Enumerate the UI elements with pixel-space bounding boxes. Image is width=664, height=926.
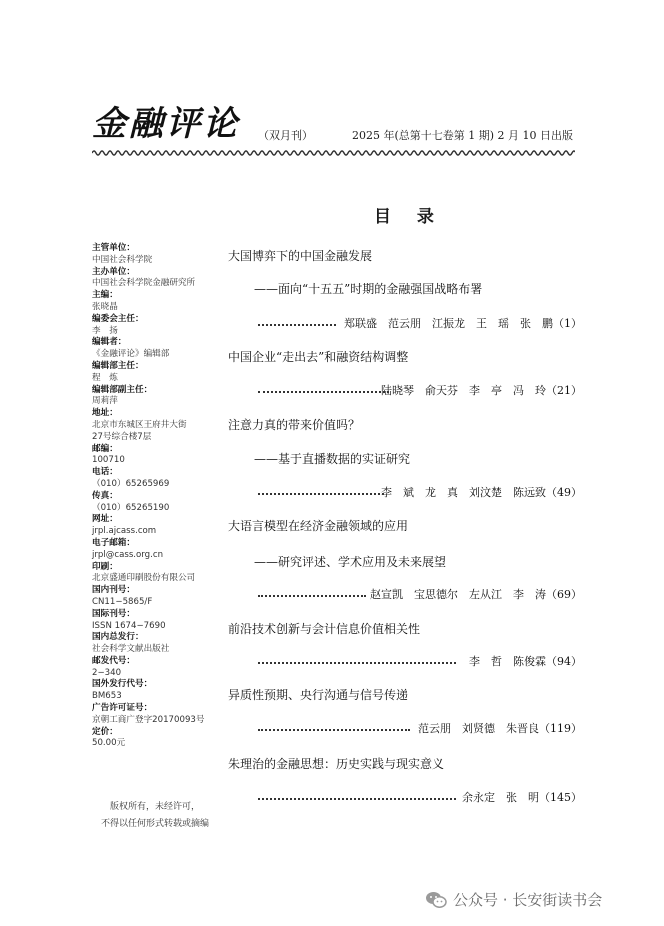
- wechat-watermark: [425, 889, 602, 910]
- sidebar-value: 张晓晶: [92, 301, 118, 312]
- leader-dots: [258, 493, 384, 495]
- sidebar-label: 编辑部副主任：: [92, 384, 153, 395]
- toc-heading: 目 录: [374, 207, 444, 227]
- publication-frequency: （双月刊）: [258, 129, 313, 142]
- sidebar-value: 周莉萍: [92, 396, 118, 407]
- article-title[interactable]: 大语言模型在经济金融领域的应用: [228, 519, 409, 533]
- sidebar-value: 李 扬: [92, 325, 118, 336]
- sidebar-value: jrpl.ajcass.com: [92, 526, 157, 537]
- leader-dots: [258, 662, 456, 664]
- article-byline: 赵宣凯 宝思德尔 左从江 李 涛（69）: [370, 588, 582, 601]
- sidebar-label: 电话：: [92, 467, 118, 478]
- sidebar-label: 主编：: [92, 290, 118, 301]
- leader-dots: [258, 391, 389, 393]
- sidebar-value: 27号综合楼7层: [92, 431, 152, 442]
- sidebar-label: 主办单位：: [92, 266, 135, 277]
- sidebar-value: 北京盛通印刷股份有限公司: [92, 573, 196, 584]
- article-title[interactable]: 注意力真的带来价值吗？: [228, 418, 361, 432]
- sidebar-value: CN11−5865/F: [92, 596, 153, 607]
- copyright-line: 不得以任何形式转载或摘编: [100, 819, 209, 829]
- leader-dots: [258, 595, 366, 597]
- article-byline: 范云朋 刘贤德 朱晋良（119）: [418, 722, 582, 735]
- sidebar-value: 社会科学文献出版社: [92, 644, 170, 655]
- sidebar-value: 程 炼: [92, 372, 118, 383]
- sidebar-label: 邮编：: [92, 443, 118, 454]
- sidebar-value: 50.00元: [92, 738, 126, 749]
- sidebar-value: （010）65265969: [92, 478, 170, 489]
- sidebar-label: 国外发行代号：: [92, 679, 153, 690]
- issue-info: 2025 年(总第十七卷第 1 期) 2 月 10 日出版: [352, 129, 574, 142]
- leader-dots: [258, 324, 336, 326]
- sidebar-label: 传真：: [92, 490, 118, 501]
- sidebar-value: BM653: [92, 691, 122, 702]
- decorative-wave-rule: [92, 148, 575, 158]
- article-title[interactable]: 异质性预期、央行沟通与信号传递: [228, 688, 409, 702]
- editorial-info-sidebar: [92, 243, 220, 750]
- watermark-text: 公众号 · 长安街读书会: [453, 891, 603, 909]
- sidebar-value: 中国社会科学院: [92, 254, 153, 265]
- sidebar-value: 2−340: [92, 667, 122, 678]
- leader-dots: [258, 798, 456, 800]
- article-byline: 余永定 张 明（145）: [462, 791, 582, 804]
- leader-dots: [258, 729, 410, 731]
- sidebar-label: 主管单位：: [92, 243, 135, 253]
- copyright-notice: [80, 799, 230, 833]
- sidebar-label: 网址：: [92, 514, 118, 525]
- sidebar-value: 中国社会科学院金融研究所: [92, 278, 196, 289]
- article-title[interactable]: 大国博弈下的中国金融发展: [228, 249, 373, 263]
- wechat-icon: [425, 891, 447, 909]
- sidebar-value: ISSN 1674−7690: [92, 620, 166, 631]
- sidebar-label: 电子邮箱：: [92, 537, 135, 548]
- sidebar-label: 印刷：: [92, 561, 118, 572]
- article-title[interactable]: 朱理治的金融思想：历史实践与现实意义: [228, 757, 445, 771]
- sidebar-label: 定价：: [92, 726, 118, 737]
- article-byline: 郑联盛 范云朋 江振龙 王 瑶 张 鹏（1）: [344, 317, 582, 330]
- journal-logo: 金融评论: [92, 104, 240, 144]
- sidebar-value: （010）65265190: [92, 502, 170, 513]
- sidebar-label: 编辑者：: [92, 337, 127, 348]
- sidebar-value: 京朝工商广登字20170093号: [92, 714, 205, 725]
- article-byline: 陆晓琴 俞天芬 李 亭 冯 玲（21）: [381, 384, 582, 397]
- sidebar-label: 广告许可证号：: [92, 703, 153, 714]
- sidebar-value: 北京市东城区王府井大街: [92, 419, 187, 430]
- sidebar-label: 国内总发行：: [92, 632, 144, 643]
- article-subtitle: ——基于直播数据的实证研究: [254, 452, 411, 466]
- article-title[interactable]: 中国企业“走出去”和融资结构调整: [228, 350, 409, 364]
- article-subtitle: ——研究评述、学术应用及未来展望: [254, 555, 447, 569]
- sidebar-label: 国内刊号：: [92, 585, 135, 596]
- article-subtitle: ——面向“十五五”时期的金融强国战略布署: [254, 282, 483, 296]
- sidebar-label: 地址：: [92, 408, 118, 419]
- copyright-line: 版权所有，未经许可，: [109, 802, 200, 812]
- article-byline: 李 哲 陈俊霖（94）: [469, 655, 582, 668]
- sidebar-label: 编委会主任：: [92, 313, 144, 324]
- sidebar-value: 《金融评论》编辑部: [92, 349, 170, 360]
- sidebar-label: 国际刊号：: [92, 608, 135, 619]
- sidebar-value: jrpl@cass.org.cn: [92, 549, 164, 560]
- sidebar-label: 编辑部主任：: [92, 360, 144, 371]
- article-byline: 李 斌 龙 真 刘汶楚 陈远致（49）: [381, 486, 582, 499]
- article-title[interactable]: 前沿技术创新与会计信息价值相关性: [228, 622, 421, 636]
- sidebar-value: 100710: [92, 455, 125, 466]
- sidebar-label: 邮发代号：: [92, 655, 135, 666]
